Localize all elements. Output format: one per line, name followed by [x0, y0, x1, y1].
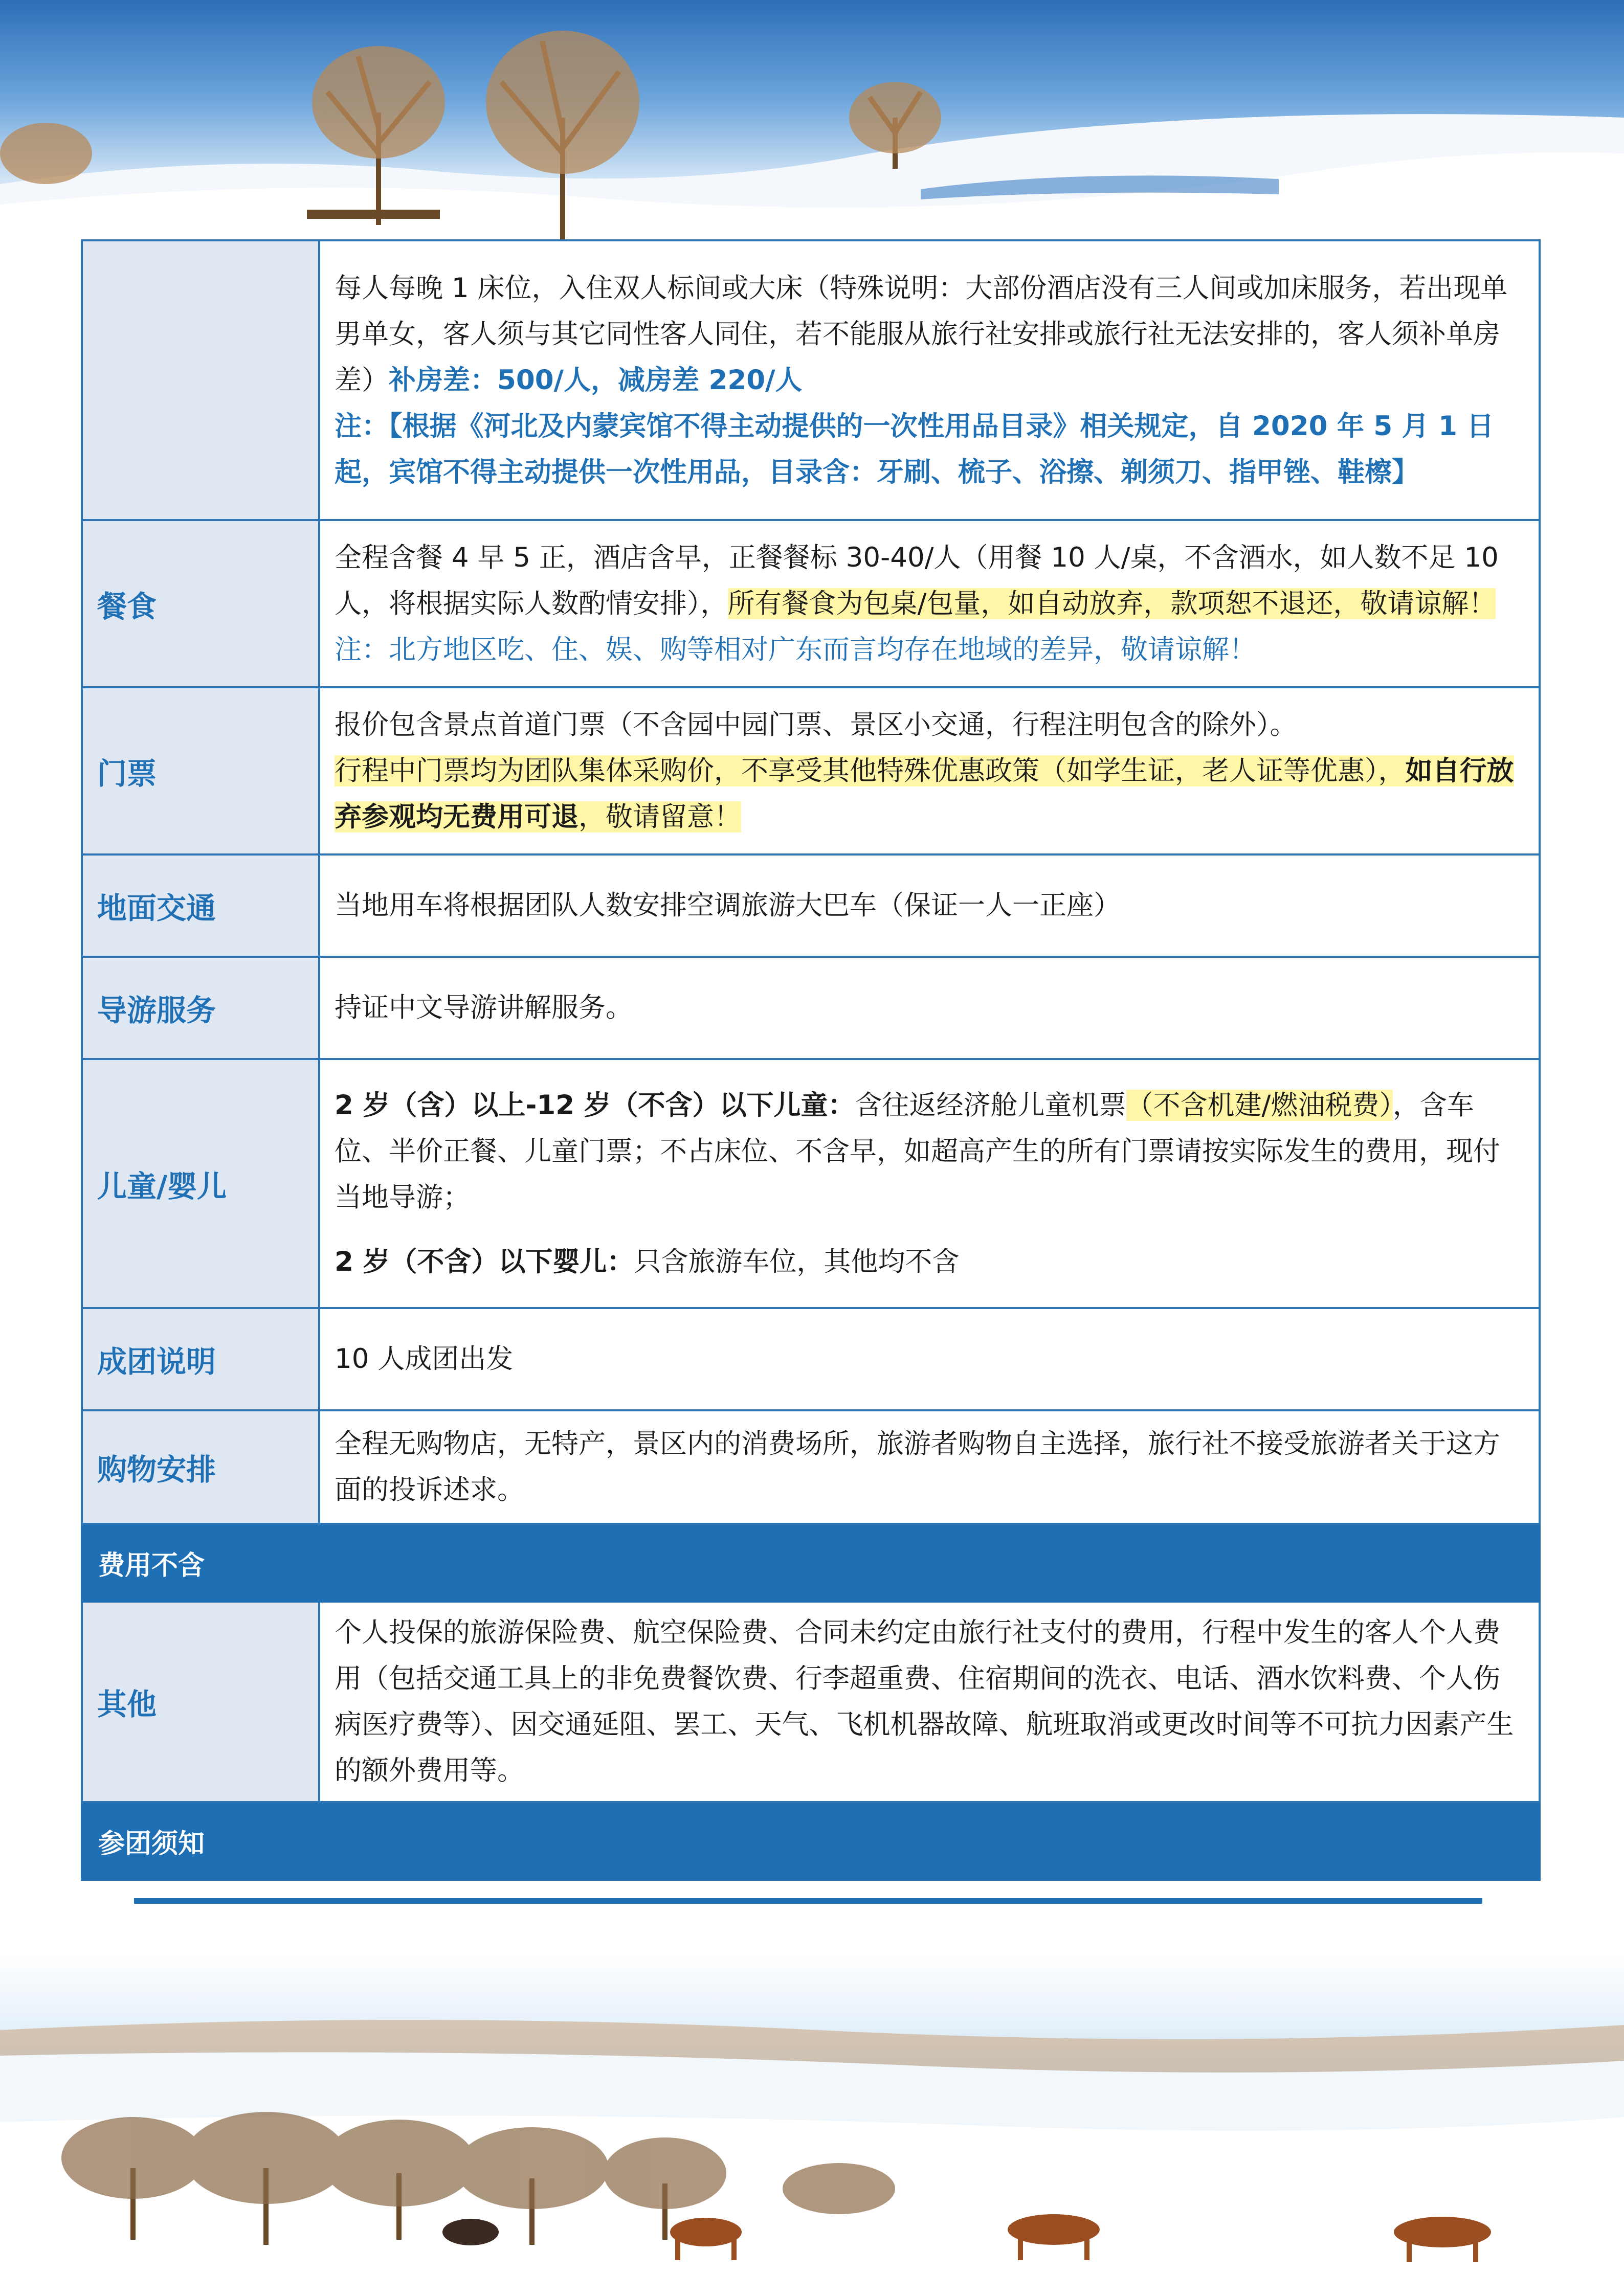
itinerary-info-table [81, 239, 1541, 1881]
section-header-excluded [82, 1524, 1540, 1602]
table-row-transport [82, 854, 1540, 957]
table-row-shopping [82, 1410, 1540, 1524]
tickets-tail: ，敬请留意！ [579, 801, 741, 832]
child-policy-title: 2 岁（含）以上-12 岁（不含）以下儿童： [335, 1089, 855, 1121]
table-row-guide [82, 957, 1540, 1059]
tour-notice-heading: 参团须知 [82, 1802, 1540, 1880]
section-header-notice [82, 1802, 1540, 1880]
row-content-group: 10 人成团出发 [319, 1308, 1540, 1410]
meals-highlight: 所有餐食为包桌/包量，如自动放弃，款项恕不退还，敬请谅解！ [727, 588, 1496, 619]
child-policy-highlight: （不含机建/燃油税费） [1126, 1089, 1393, 1121]
row-label-transport: 地面交通 [82, 854, 319, 957]
row-label-group: 成团说明 [82, 1308, 319, 1410]
table-row-other [82, 1602, 1540, 1802]
room-supplement-price: 补房差：500/人，减房差 220/人 [389, 364, 803, 396]
bottom-winter-scene-image [0, 1953, 1624, 2296]
table-row-children [82, 1059, 1540, 1308]
blue-divider-line [134, 1898, 1482, 1904]
row-label-guide: 导游服务 [82, 957, 319, 1059]
table-row-tickets [82, 687, 1540, 854]
lodging-note: 注：【根据《河北及内蒙宾馆不得主动提供的一次性用品目录》相关规定，自 2020 年 5 月 1 日起，宾馆不得主动提供一次性用品，目录含：牙刷、梳子、浴擦、剃须刀、指甲锉、鞋檫】 [335, 410, 1494, 488]
excluded-costs-heading: 费用不含 [82, 1524, 1540, 1602]
lodging-text: 每人每晚 1 床位，入住双人标间或大床（特殊说明：大部份酒店没有三人间或加床服务，若出现单男单女，客人须与其它同性客人同住，若不能服从旅行社安排或旅行社无法安排的，客人须补单房差） [335, 272, 1508, 396]
tickets-text: 报价包含景点首道门票（不含园中园门票、景区小交通，行程注明包含的除外）。 [335, 709, 1297, 740]
meals-note: 注：北方地区吃、住、娱、购等相对广东而言均存在地域的差异，敬请谅解！ [335, 634, 1256, 665]
row-content-transport: 当地用车将根据团队人数安排空调旅游大巴车（保证一人一正座） [319, 854, 1540, 957]
row-content-tickets [319, 687, 1540, 854]
tickets-no-refund: 如自行放弃参观均无费用可退 [335, 755, 1514, 832]
row-label-children: 儿童/婴儿 [82, 1059, 319, 1308]
infant-policy-text: 只含旅游车位，其他均不含 [634, 1246, 960, 1277]
row-label-shopping: 购物安排 [82, 1410, 319, 1524]
row-content-guide: 持证中文导游讲解服务。 [319, 957, 1540, 1059]
row-content-meals [319, 520, 1540, 687]
row-content-other: 个人投保的旅游保险费、航空保险费、合同未约定由旅行社支付的费用，行程中发生的客人个人费用（包括交通工具上的非免费餐饮费、行李超重费、住宿期间的洗衣、电话、酒水饮料费、个人伤病医疗费等）、因交通延阻、罢工、天气、飞机机器故障、航班取消或更改时间等不可抗力因素产生的额外费用等。 [319, 1602, 1540, 1802]
table-row-meals [82, 520, 1540, 687]
row-content-children [319, 1059, 1540, 1308]
row-label-tickets: 门票 [82, 687, 319, 854]
row-label-meals: 餐食 [82, 520, 319, 687]
tickets-highlight: 行程中门票均为团队集体采购价，不享受其他特殊优惠政策（如学生证，老人证等优惠）， [335, 755, 1406, 786]
row-label-lodging [82, 240, 319, 520]
table-row-lodging [82, 240, 1540, 520]
table-row-group [82, 1308, 1540, 1410]
child-policy-text1: 含往返经济舱儿童机票 [855, 1089, 1126, 1121]
row-content-shopping: 全程无购物店，无特产，景区内的消费场所，旅游者购物自主选择，旅行社不接受旅游者关于这方面的投诉述求。 [319, 1410, 1540, 1524]
meals-text: 全程含餐 4 早 5 正，酒店含早，正餐餐标 30-40/人（用餐 10 人/桌，不含酒水，如人数不足 10 人，将根据实际人数酌情安排）， [335, 542, 1499, 619]
snow-field-horses-illustration [0, 1953, 1624, 2296]
infant-policy-title: 2 岁（不含）以下婴儿： [335, 1246, 634, 1277]
child-policy-text2: ，含车位、半价正餐、儿童门票；不占床位、不含早，如超高产生的所有门票请按实际发生的费用，现付当地导游； [335, 1089, 1500, 1213]
row-label-other: 其他 [82, 1602, 319, 1802]
row-content-lodging [319, 240, 1540, 520]
